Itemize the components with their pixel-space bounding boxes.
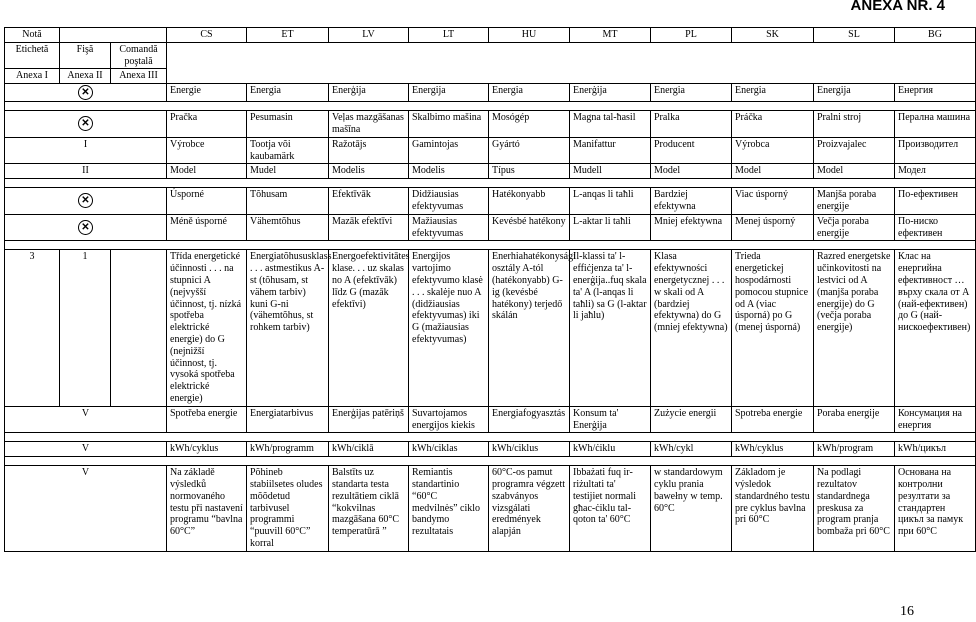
consumption-cell: Zużycie energii xyxy=(651,406,732,433)
consumption-cell: Консумация на енергия xyxy=(895,406,976,433)
lang-pl: PL xyxy=(651,28,732,43)
class-cell: Trieda energetickej hospodárnosti pomocou stupnice od A (viac úsporná) po G (menej úsporná) xyxy=(732,250,814,406)
less-efficient-cell: Mniej efektywna xyxy=(651,214,732,241)
note-header: Notă xyxy=(5,28,60,43)
less-efficient-cell: Menej úsporný xyxy=(732,214,814,241)
energy-cell: Energie xyxy=(167,84,247,102)
model-cell: Modelis xyxy=(409,164,489,179)
model-cell: Model xyxy=(732,164,814,179)
machine-cell: Pralka xyxy=(651,111,732,138)
class-cell: Energijos vartojimo efektyvumo klasė . . . skalėje nuo A (didžiausias efektyvumas) iki G (mažiausias efektyvumas) xyxy=(409,250,489,406)
efficient-cell: Didžiausias efektyvumas xyxy=(409,188,489,215)
machine-row xyxy=(5,111,976,138)
postal-order-header: Comandă poştală xyxy=(111,42,167,69)
consumption-cell: Suvartojamos energijos kiekis xyxy=(409,406,489,433)
lang-bg: BG xyxy=(895,28,976,43)
lang-mt: MT xyxy=(570,28,651,43)
basis-cell: w standardowym cyklu prania bawełny w temp. 60°C xyxy=(651,466,732,552)
consumption-cell: Energiatarbivus xyxy=(247,406,329,433)
row-marker: V xyxy=(5,442,167,457)
lang-sl: SL xyxy=(814,28,895,43)
lang-et: ET xyxy=(247,28,329,43)
lang-lt: LT xyxy=(409,28,489,43)
efficient-cell: Tõhusam xyxy=(247,188,329,215)
less-efficient-cell: L-aktar li taħli xyxy=(570,214,651,241)
row-marker: II xyxy=(5,164,167,179)
less-efficient-cell: Vähemtõhus xyxy=(247,214,329,241)
energy-cell: Енергия xyxy=(895,84,976,102)
unit-cell: kWh/ciklas xyxy=(409,442,489,457)
row-marker: I xyxy=(5,137,167,164)
unit-cell: kWh/program xyxy=(814,442,895,457)
lang-cs: CS xyxy=(167,28,247,43)
lang-lv: LV xyxy=(329,28,409,43)
less-efficient-cell: Večja poraba energije xyxy=(814,214,895,241)
basis-cell: Põhineb stabiilsetes oludes mõõdetud tarbivusel programmi “puuvill 60°C” korral xyxy=(247,466,329,552)
efficient-cell: Viac úsporný xyxy=(732,188,814,215)
consumption-cell: Energiafogyasztás xyxy=(489,406,570,433)
less-efficient-cell: Mazāk efektīvi xyxy=(329,214,409,241)
energy-cell: Energija xyxy=(409,84,489,102)
class-cell: Energoefektivitātes klase. . . uz skalas no A (efektīvāk) līdz G (mazāk efektīvi) xyxy=(329,250,409,406)
machine-cell: Mosógép xyxy=(489,111,570,138)
unit-cell: kWh/ciklus xyxy=(489,442,570,457)
unit-cell: kWh/cyklus xyxy=(167,442,247,457)
model-cell: Típus xyxy=(489,164,570,179)
model-cell: Model xyxy=(167,164,247,179)
supplier-cell: Manifattur xyxy=(570,137,651,164)
machine-cell: Magna tal-ħasil xyxy=(570,111,651,138)
energy-cell: Energia xyxy=(651,84,732,102)
energy-cell: Energija xyxy=(814,84,895,102)
lang-sk: SK xyxy=(732,28,814,43)
basis-cell: Balstīts uz standarta testa rezultātiem ciklā “kokvilnas mazgāšana 60°C temperatūrā ” xyxy=(329,466,409,552)
class-cell: Klasa efektywności energetycznej . . . w skali od A (bardziej efektywna) do G (mniej efektywna) xyxy=(651,250,732,406)
unit-cell: kWh/ciklā xyxy=(329,442,409,457)
unit-cell: kWh/programm xyxy=(247,442,329,457)
class-cell: Enerhiahatékonysági osztály A-tól (hatékonyabb) G-ig (kevésbé hatékony) terjedő skálán xyxy=(489,250,570,406)
basis-cell: Ibbażati fuq ir-riżultati ta' testijiet normali għac-ċiklu tal-qoton ta' 60°C xyxy=(570,466,651,552)
machine-cell: Veļas mazgāšanas mašīna xyxy=(329,111,409,138)
unit-row xyxy=(5,442,976,457)
sheet-header: Fişă xyxy=(60,42,111,69)
supplier-cell: Gyártó xyxy=(489,137,570,164)
cross-circle-icon: ✕ xyxy=(78,85,93,100)
supplier-cell: Gamintojas xyxy=(409,137,489,164)
label-header: Etichetă xyxy=(5,42,60,69)
model-cell: Model xyxy=(651,164,732,179)
annex-title: ANEXA NR. 4 xyxy=(850,0,945,14)
class-cell: Клас на енергийна ефективност … върху скала от A (най-ефективен) до G (най-нискоефективен) xyxy=(895,250,976,406)
language-header-row xyxy=(5,28,976,43)
row-marker: 1 xyxy=(60,250,111,406)
model-cell: Modelis xyxy=(329,164,409,179)
energy-cell: Energia xyxy=(247,84,329,102)
efficient-cell: L-anqas li taħli xyxy=(570,188,651,215)
basis-cell: Основана на контролни резултати за стандартен цикъл за памук при 60°C xyxy=(895,466,976,552)
efficient-cell: Bardziej efektywna xyxy=(651,188,732,215)
model-cell: Mudell xyxy=(570,164,651,179)
efficient-cell: Hatékonyabb xyxy=(489,188,570,215)
basis-cell: Na podlagi rezultatov standardnega preskusa za program pranja bombaža pri 60°C xyxy=(814,466,895,552)
consumption-cell: Spotřeba energie xyxy=(167,406,247,433)
supplier-row xyxy=(5,137,976,164)
unit-cell: kWh/ċiklu xyxy=(570,442,651,457)
row-marker: V xyxy=(5,466,167,552)
row-marker: V xyxy=(5,406,167,433)
model-cell: Модел xyxy=(895,164,976,179)
model-cell: Model xyxy=(814,164,895,179)
model-row xyxy=(5,164,976,179)
annex-row xyxy=(5,69,976,84)
supplier-cell: Producent xyxy=(651,137,732,164)
basis-row xyxy=(5,466,976,552)
energy-cell: Enerġija xyxy=(570,84,651,102)
basis-cell: Základom je výsledok standardného testu pre cyklus bavlna pri 60°C xyxy=(732,466,814,552)
energy-row xyxy=(5,84,976,102)
consumption-cell: Enerģijas patēriņš xyxy=(329,406,409,433)
annex-i: Anexa I xyxy=(5,69,60,84)
class-cell: Il-klassi ta' l-effiċjenza ta' l-enerġija..fuq skala ta' A (l-anqas li taħli) sa G (l-aktar li jaħlu) xyxy=(570,250,651,406)
less-efficient-cell: Mažiausias efektyvumas xyxy=(409,214,489,241)
consumption-cell: Konsum ta' Enerġija xyxy=(570,406,651,433)
class-cell: Razred energetske učinkovitosti na lestvici od A (manjša poraba energije) do G (večja poraba energije) xyxy=(814,250,895,406)
lang-hu: HU xyxy=(489,28,570,43)
machine-cell: Pesumasin xyxy=(247,111,329,138)
unit-cell: kWh/cykl xyxy=(651,442,732,457)
machine-cell: Pralni stroj xyxy=(814,111,895,138)
page-number: 16 xyxy=(900,604,914,619)
row-marker: 3 xyxy=(5,250,60,406)
unit-cell: kWh/cyklus xyxy=(732,442,814,457)
supplier-cell: Ražotājs xyxy=(329,137,409,164)
machine-cell: Skalbimo mašina xyxy=(409,111,489,138)
consumption-cell: Poraba energije xyxy=(814,406,895,433)
efficient-row xyxy=(5,188,976,215)
cross-circle-icon: ✕ xyxy=(78,116,93,131)
supplier-cell: Výrobce xyxy=(167,137,247,164)
supplier-cell: Proizvajalec xyxy=(814,137,895,164)
basis-cell: Remiantis standartinio “60°C medvilnės” ciklo bandymo rezultatais xyxy=(409,466,489,552)
less-efficient-cell: По-ниско ефективен xyxy=(895,214,976,241)
consumption-cell: Spotreba energie xyxy=(732,406,814,433)
label-type-row xyxy=(5,42,976,69)
efficient-cell: По-ефективен xyxy=(895,188,976,215)
machine-cell: Pračka xyxy=(167,111,247,138)
cross-circle-icon: ✕ xyxy=(78,193,93,208)
energy-cell: Energia xyxy=(489,84,570,102)
basis-cell: Na základě výsledků normovaného testu při nastavení programu “bavlna 60°C” xyxy=(167,466,247,552)
efficient-cell: Manjša poraba energije xyxy=(814,188,895,215)
label-translation-table xyxy=(4,27,976,552)
class-row xyxy=(5,250,976,406)
basis-cell: 60°C-os pamut programra végzett szabványos vizsgálati eredmények alapján xyxy=(489,466,570,552)
cross-circle-icon: ✕ xyxy=(78,220,93,235)
annex-ii: Anexa II xyxy=(60,69,111,84)
efficient-cell: Efektīvāk xyxy=(329,188,409,215)
energy-cell: Enerģija xyxy=(329,84,409,102)
unit-cell: kWh/цикъл xyxy=(895,442,976,457)
efficient-cell: Úsporné xyxy=(167,188,247,215)
class-cell: Třída energetické účinnosti . . . na stupnici A (nejvyšší účinnost, tj. nízká spotřeba elektrické energie) do G (nejnižší účinnost, tj. vysoká spotřeba elektrické energie) xyxy=(167,250,247,406)
annex-iii: Anexa III xyxy=(111,69,167,84)
less-efficient-cell: Méně úsporné xyxy=(167,214,247,241)
consumption-row xyxy=(5,406,976,433)
supplier-cell: Производител xyxy=(895,137,976,164)
machine-cell: Перална машина xyxy=(895,111,976,138)
supplier-cell: Tootja või kaubamärk xyxy=(247,137,329,164)
less-efficient-row xyxy=(5,214,976,241)
less-efficient-cell: Kevésbé hatékony xyxy=(489,214,570,241)
class-cell: Energiatõhususklass . . . astmestikus A-st (tõhusam, st vähem tarbiv) kuni G-ni (vähemtõhus, st rohkem tarbiv) xyxy=(247,250,329,406)
supplier-cell: Výrobca xyxy=(732,137,814,164)
model-cell: Mudel xyxy=(247,164,329,179)
machine-cell: Práčka xyxy=(732,111,814,138)
energy-cell: Energia xyxy=(732,84,814,102)
